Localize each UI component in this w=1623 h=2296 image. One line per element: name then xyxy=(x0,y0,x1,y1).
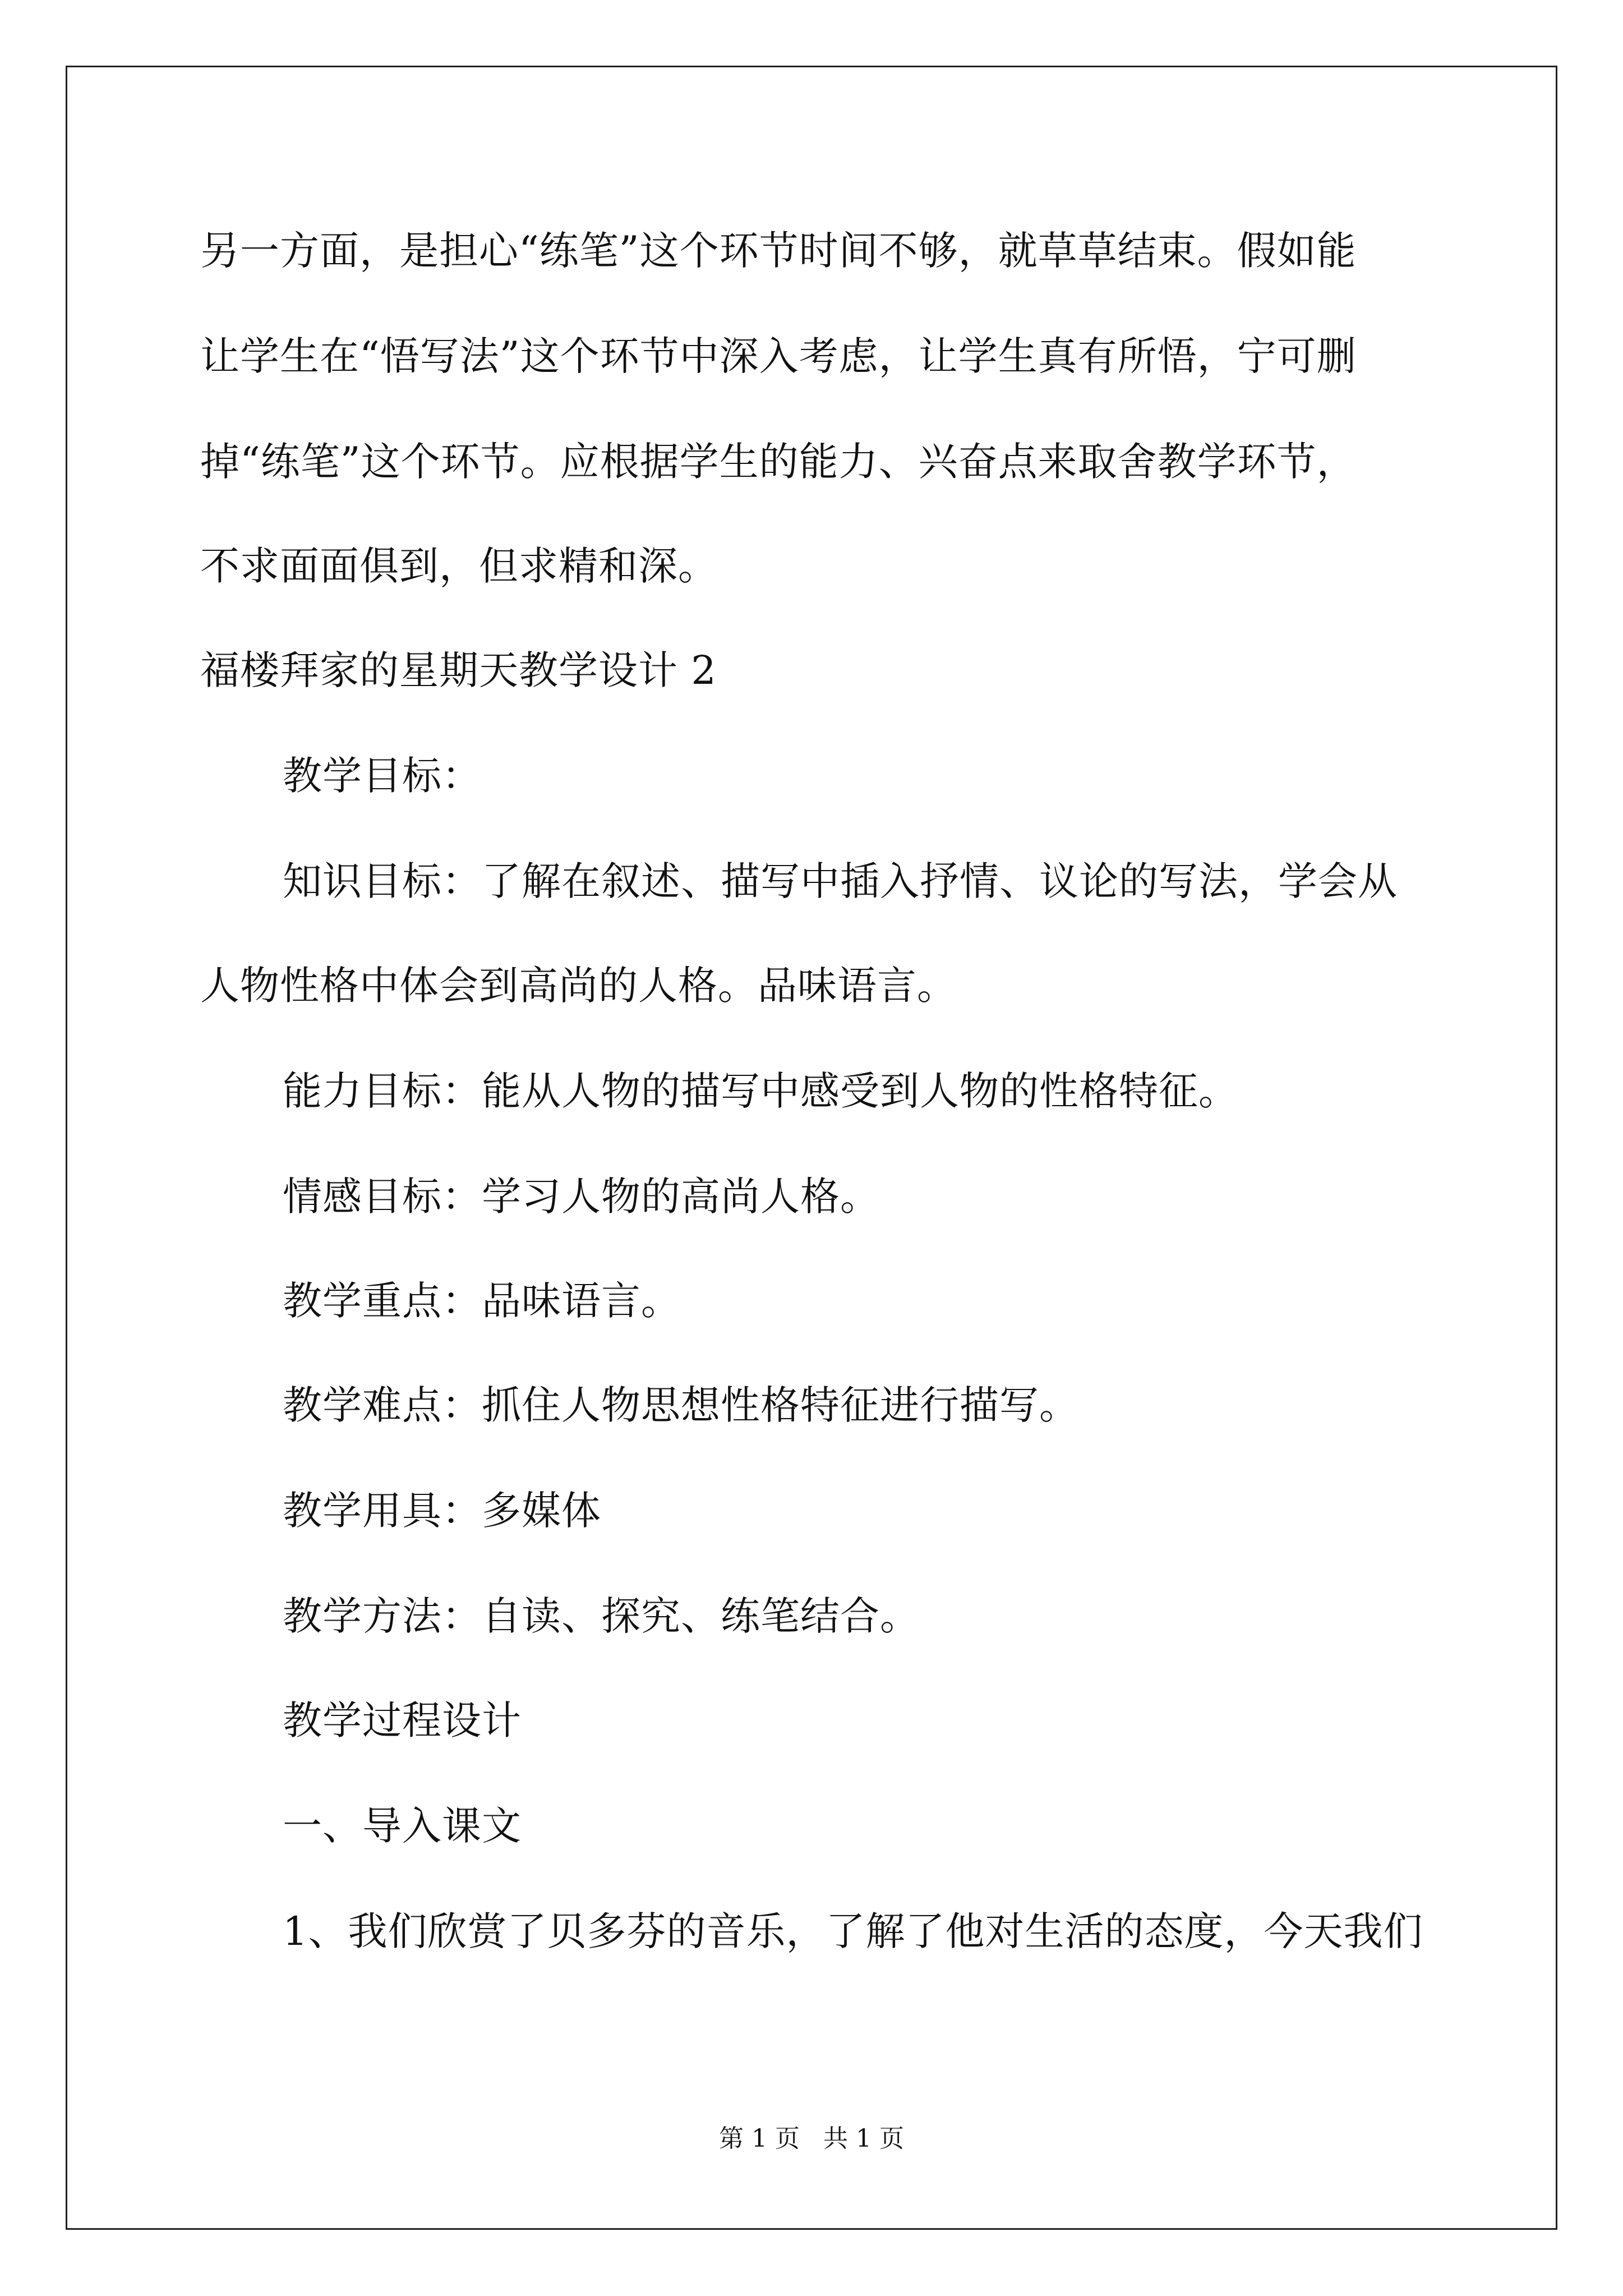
section-heading: 福楼拜家的星期天教学设计 2 xyxy=(200,647,717,693)
body-line: 一、导入课文 xyxy=(283,1803,522,1849)
body-line: 掉“练笔”这个环节。应根据学生的能力、兴奋点来取舍教学环节， xyxy=(200,439,1357,485)
body-line: 教学重点：品味语言。 xyxy=(283,1278,681,1324)
body-line: 不求面面俱到，但求精和深。 xyxy=(200,543,718,589)
body-line: 教学过程设计 xyxy=(283,1697,522,1743)
body-line: 1、我们欣赏了贝多芬的音乐，了解了他对生活的态度，今天我们 xyxy=(283,1908,1423,1954)
body-line: 人物性格中体会到高尚的人格。品味语言。 xyxy=(200,963,957,1009)
body-line: 教学目标： xyxy=(283,753,482,799)
body-line: 教学难点：抓住人物思想性格特征进行描写。 xyxy=(283,1382,1079,1428)
body-line: 知识目标：了解在叙述、描写中插入抒情、议论的写法，学会从 xyxy=(283,858,1398,904)
body-line: 教学用具：多媒体 xyxy=(283,1488,601,1534)
body-line: 教学方法：自读、探究、练笔结合。 xyxy=(283,1593,920,1639)
page-footer: 第 1 页 共 1 页 xyxy=(719,2124,904,2153)
body-line: 另一方面，是担心“练笔”这个环节时间不够，就草草结束。假如能 xyxy=(200,228,1357,274)
body-line: 能力目标：能从人物的描写中感受到人物的性格特征。 xyxy=(283,1068,1238,1114)
page-border xyxy=(66,66,1557,2230)
body-line: 情感目标：学习人物的高尚人格。 xyxy=(283,1174,880,1220)
body-line: 让学生在“悟写法”这个环节中深入考虑，让学生真有所悟，宁可删 xyxy=(200,333,1357,379)
